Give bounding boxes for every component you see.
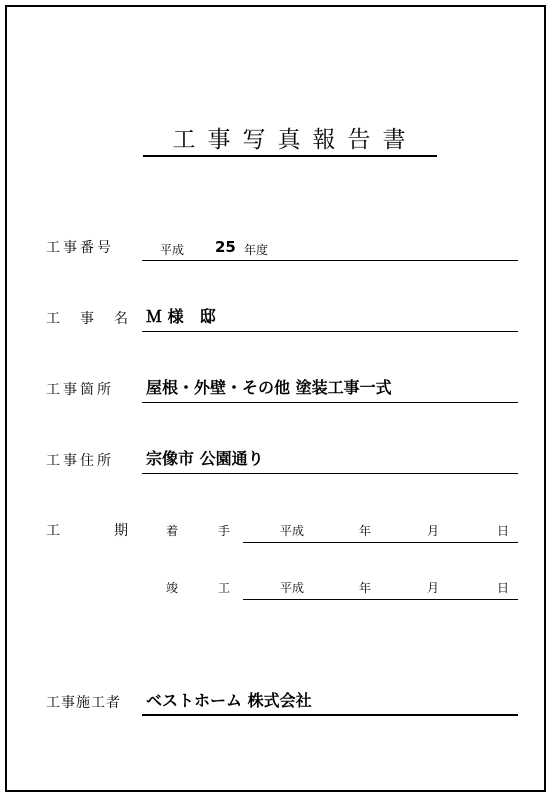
start-year-unit: 年 — [359, 524, 372, 538]
location-value: 屋根・外壁・その他 塗装工事一式 — [146, 378, 392, 397]
document-title: 工事写真報告書 — [143, 123, 437, 157]
period-label — [46, 521, 128, 541]
name-label-char-2: 事 — [80, 311, 94, 327]
end-year-unit: 年 — [359, 581, 372, 595]
number-year-suffix: 年度 — [244, 243, 269, 257]
period-label-char-1: 工 — [46, 523, 60, 539]
end-era: 平成 — [280, 581, 305, 595]
location-underline — [142, 402, 518, 403]
address-label: 工事住所 — [46, 453, 114, 469]
name-value: Ｍ 様 邸 — [146, 307, 216, 326]
name-label — [46, 309, 128, 329]
start-era: 平成 — [280, 524, 305, 538]
start-label-char-2: 手 — [218, 524, 231, 538]
start-underline — [243, 542, 518, 543]
start-month-unit: 月 — [427, 524, 440, 538]
end-day-unit: 日 — [497, 581, 510, 595]
address-value: 宗像市 公園通り — [146, 449, 264, 468]
name-label-char-3: 名 — [114, 311, 128, 327]
contractor-value: ベストホーム 株式会社 — [146, 691, 312, 710]
end-underline — [243, 599, 518, 600]
start-day-unit: 日 — [497, 524, 510, 538]
name-underline — [142, 331, 518, 332]
end-label-char-1: 竣 — [166, 581, 179, 595]
contractor-label: 工事施工者 — [46, 695, 121, 711]
start-label-char-1: 着 — [166, 524, 179, 538]
number-label: 工事番号 — [46, 240, 114, 256]
number-era: 平成 — [160, 243, 185, 257]
period-label-char-2: 期 — [114, 523, 128, 539]
number-year: 25 — [215, 238, 236, 256]
name-label-char-1: 工 — [46, 311, 60, 327]
address-underline — [142, 473, 518, 474]
end-label-char-2: 工 — [218, 581, 231, 595]
end-month-unit: 月 — [427, 581, 440, 595]
contractor-underline — [142, 714, 518, 716]
number-underline — [142, 260, 518, 261]
location-label: 工事箇所 — [46, 382, 114, 398]
